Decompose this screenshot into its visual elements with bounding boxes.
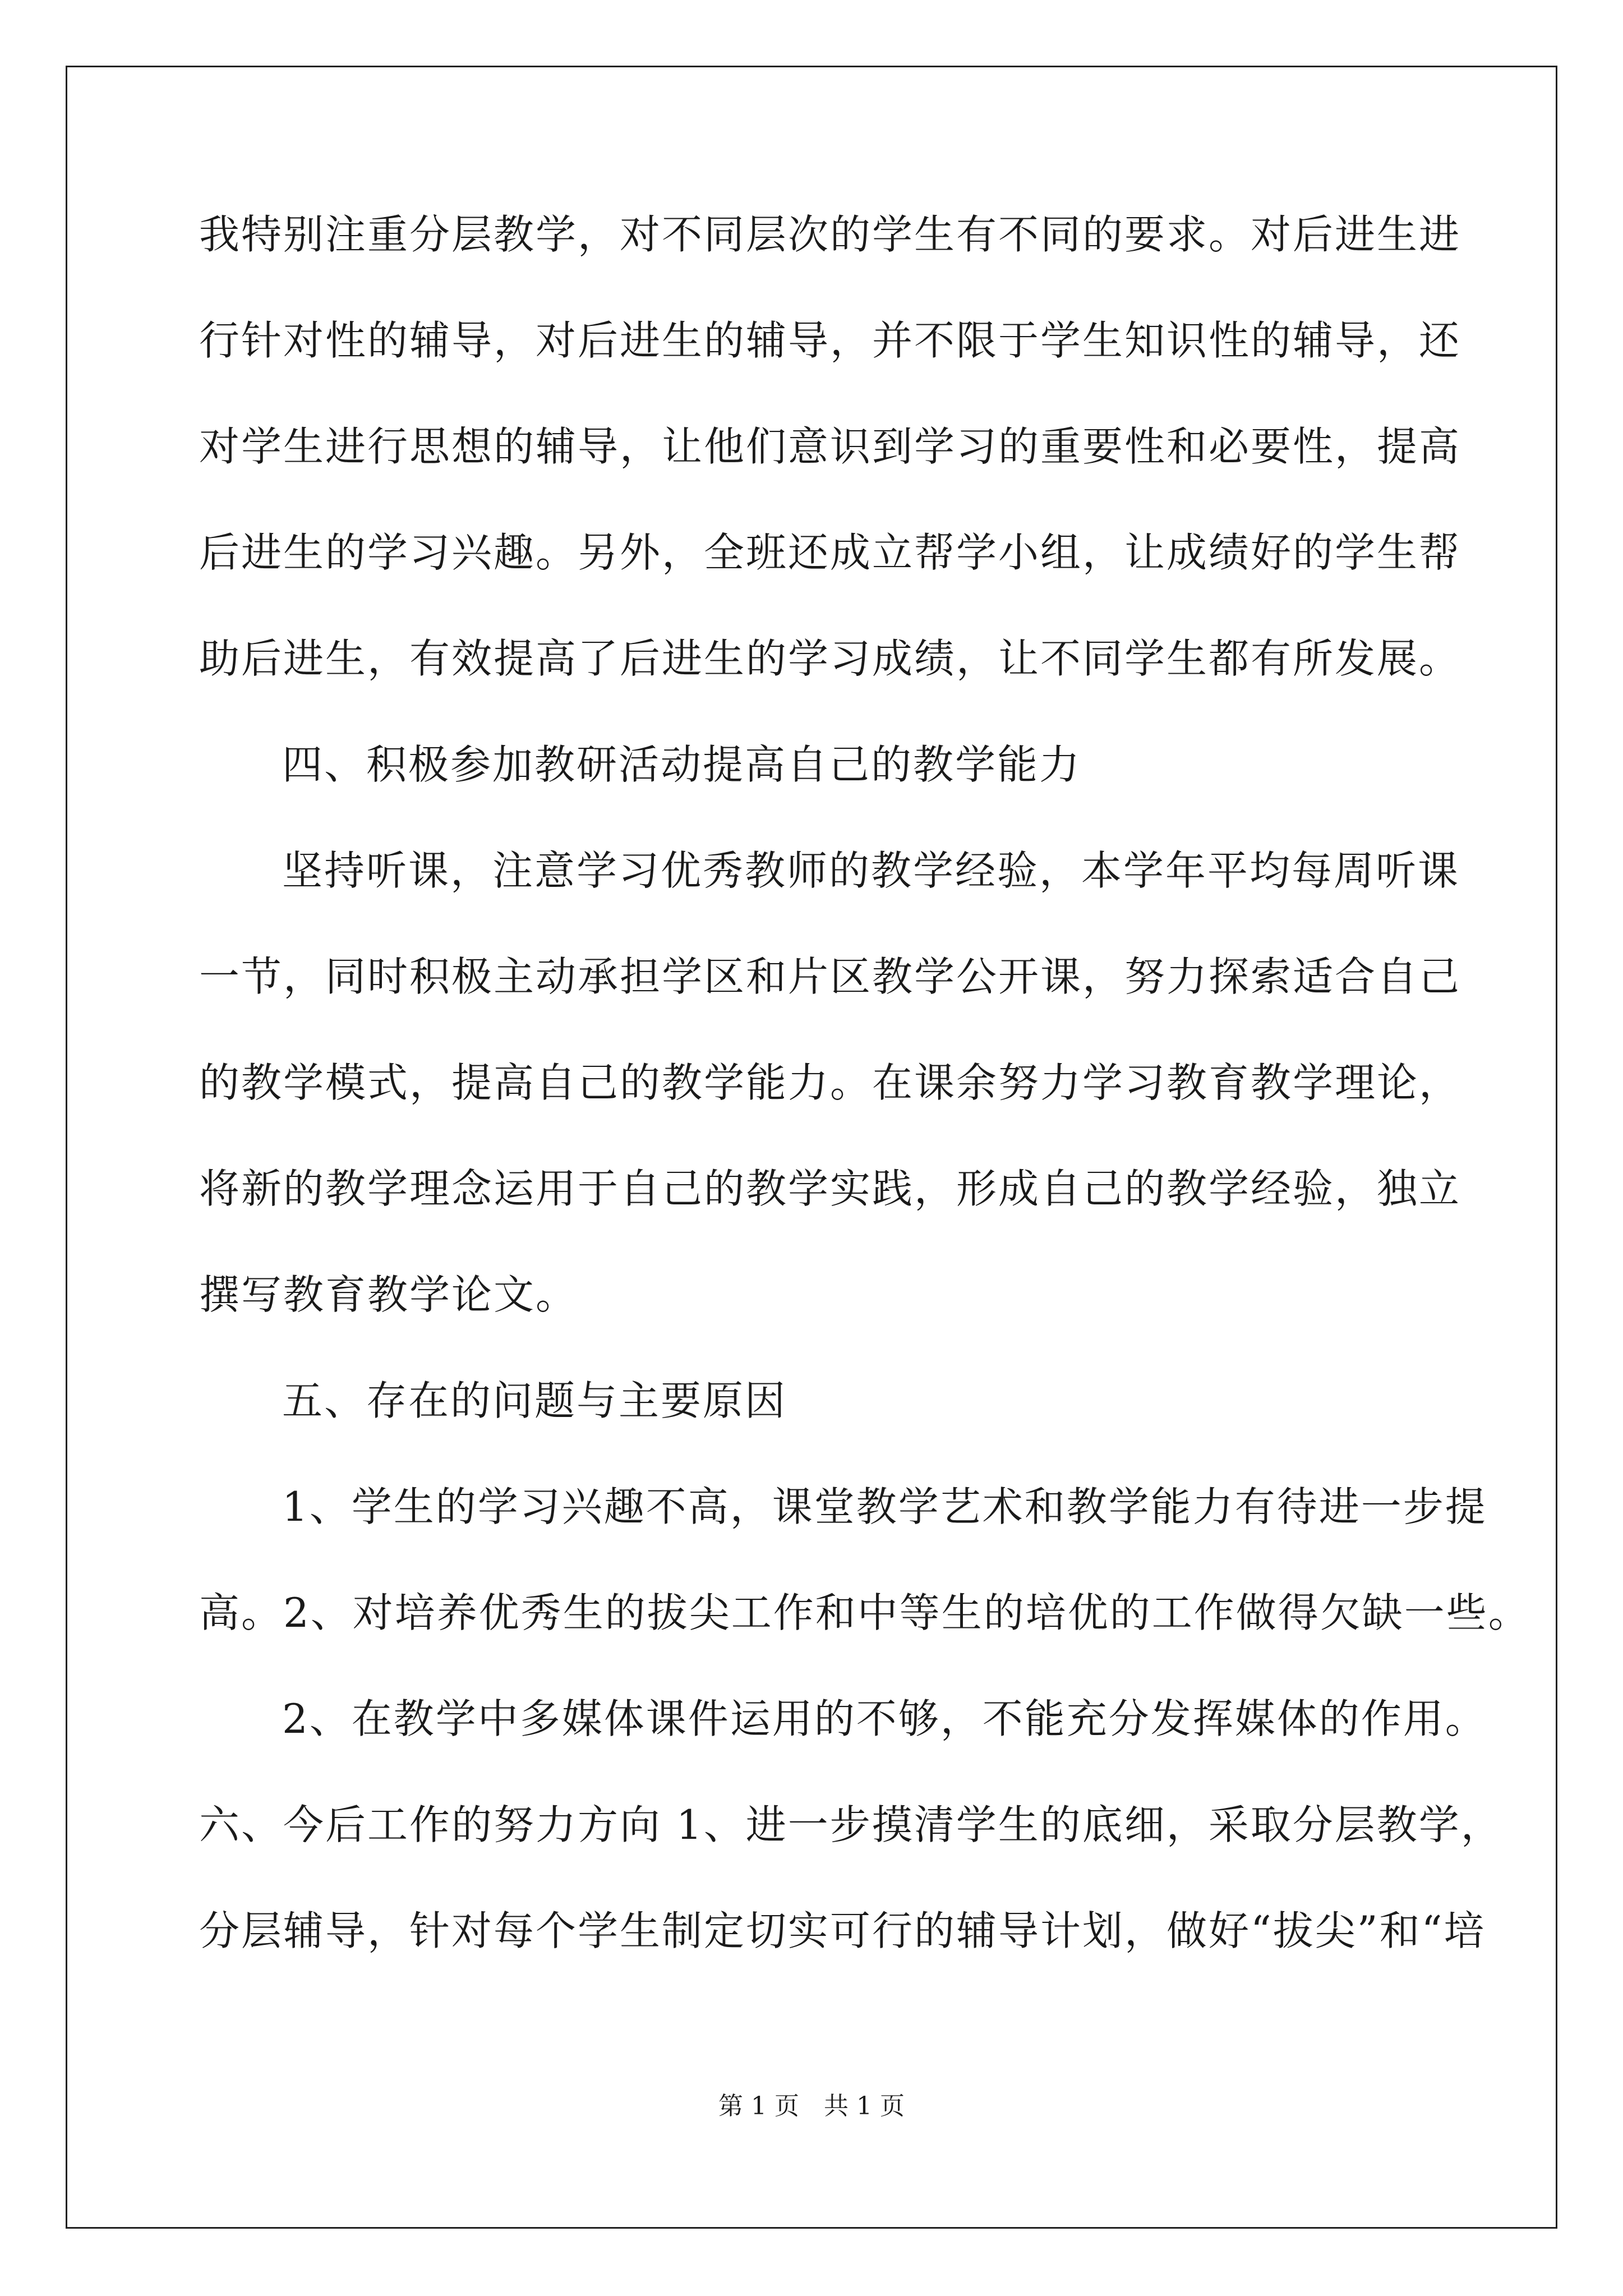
section-heading: 五、存在的问题与主要原因 [282,1377,787,1424]
text-line: 高。2、对培养优秀生的拔尖工作和中等生的培优的工作做得欠缺一些。 [199,1589,1530,1636]
text-line: 后进生的学习兴趣。另外，全班还成立帮学小组，让成绩好的学生帮 [199,529,1461,576]
section-heading: 四、积极参加教研活动提高自己的教学能力 [282,741,1082,788]
text-line: 行针对性的辅导，对后进生的辅导，并不限于学生知识性的辅导，还 [199,317,1461,364]
page-footer: 第 1 页 共 1 页 [718,2092,905,2120]
text-line: 坚持听课，注意学习优秀教师的教学经验，本学年平均每周听课 [282,847,1460,894]
text-line: 助后进生，有效提高了后进生的学习成绩，让不同学生都有所发展。 [199,635,1461,682]
text-line: 1、学生的学习兴趣不高，课堂教学艺术和教学能力有待进一步提 [282,1483,1487,1530]
text-line: 对学生进行思想的辅导，让他们意识到学习的重要性和必要性，提高 [199,423,1461,470]
text-line: 2、在教学中多媒体课件运用的不够，不能充分发挥媒体的作用。 [282,1695,1487,1742]
text-line: 六、今后工作的努力方向 1、进一步摸清学生的底细，采取分层教学， [199,1801,1503,1848]
text-line: 的教学模式，提高自己的教学能力。在课余努力学习教育教学理论， [199,1059,1461,1106]
document-body [199,208,1530,2010]
text-line: 分层辅导，针对每个学生制定切实可行的辅导计划，做好“拔尖”和“培 [199,1907,1486,1954]
text-line: 我特别注重分层教学，对不同层次的学生有不同的要求。对后进生进 [199,211,1461,258]
text-line: 一节，同时积极主动承担学区和片区教学公开课，努力探索适合自己 [199,953,1461,1000]
text-line: 撰写教育教学论文。 [199,1271,578,1318]
text-line: 将新的教学理念运用于自己的教学实践，形成自己的教学经验，独立 [199,1165,1461,1212]
